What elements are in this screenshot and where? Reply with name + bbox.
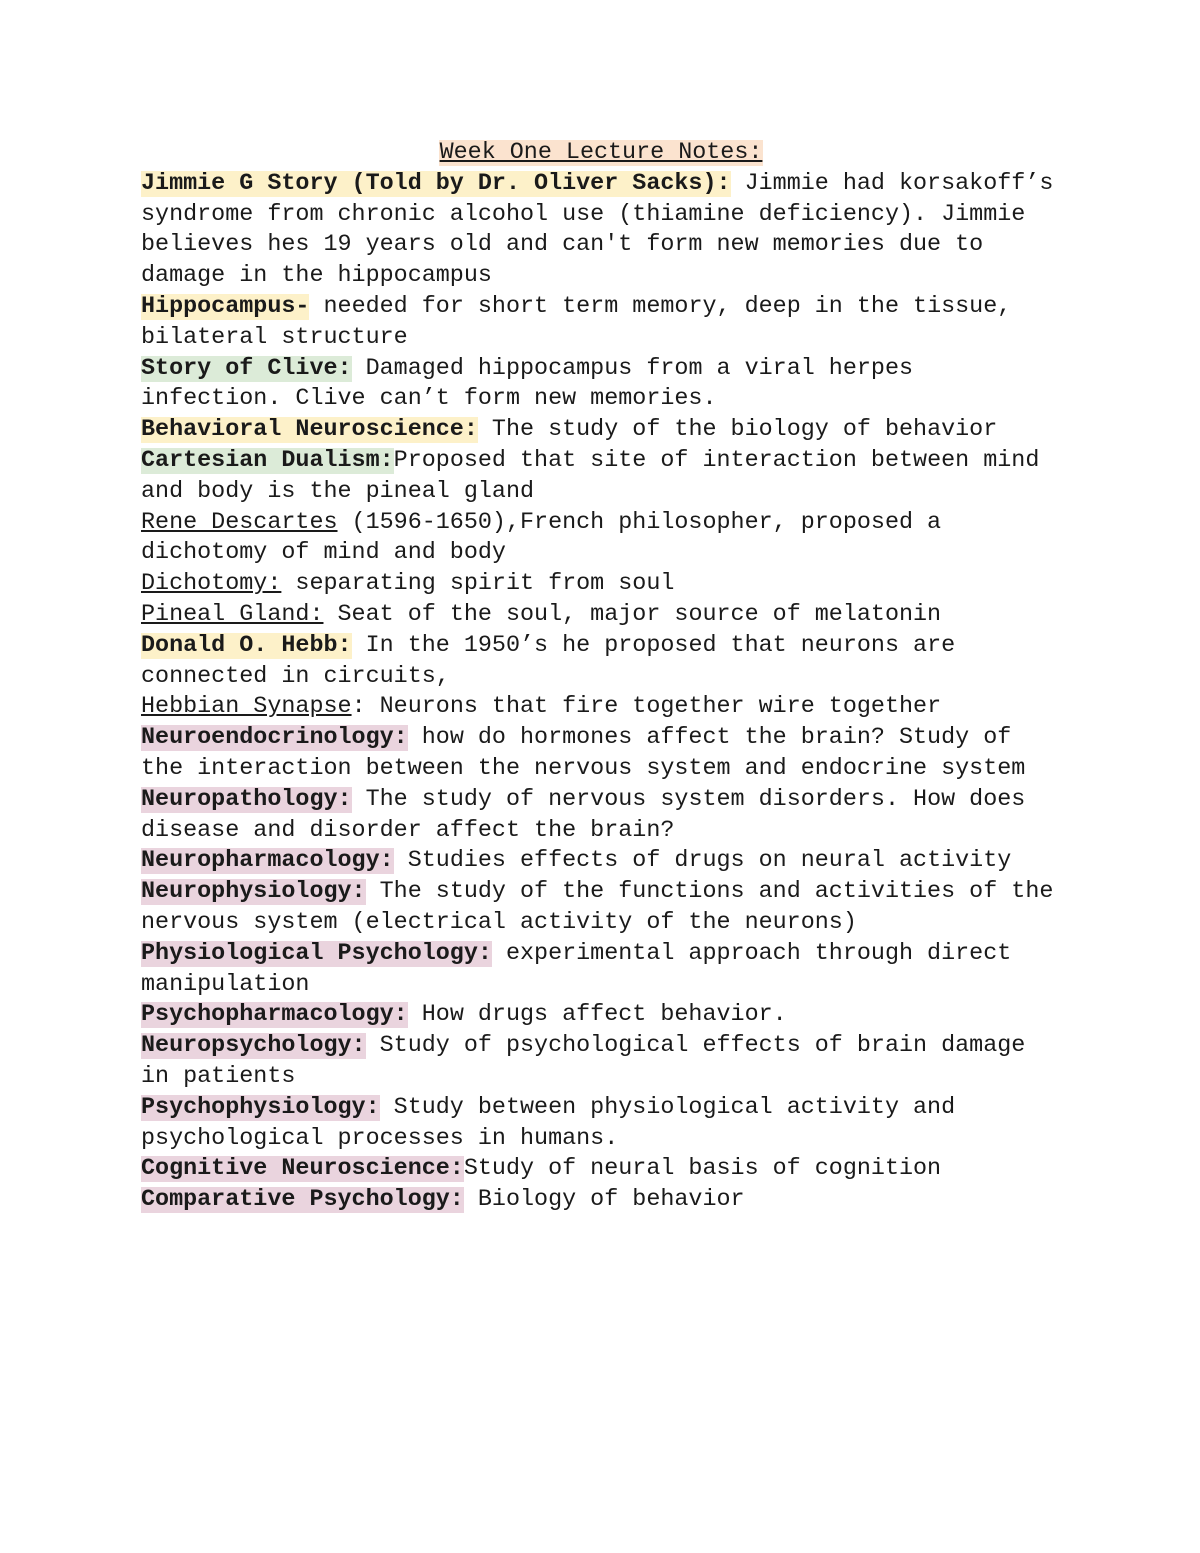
note-term: Neuroendocrinology: bbox=[141, 725, 408, 752]
note-entry bbox=[141, 1185, 1061, 1216]
note-entry bbox=[141, 600, 1061, 631]
notes-list bbox=[141, 169, 1061, 1216]
note-term: Behavioral Neuroscience: bbox=[141, 417, 478, 444]
note-text: how do hormones affect the brain? Study of the interaction between the nervous system and endocrine system bbox=[141, 725, 1026, 782]
note-term: Hebbian Synapse bbox=[141, 694, 352, 721]
note-term: Neurophysiology: bbox=[141, 879, 366, 906]
note-entry bbox=[141, 1154, 1061, 1185]
note-term: Rene Descartes bbox=[141, 509, 338, 536]
note-term: Story of Clive: bbox=[141, 355, 352, 382]
note-entry bbox=[141, 415, 1061, 446]
note-text: (1596-1650),French philosopher, proposed a dichotomy of mind and body bbox=[141, 509, 942, 567]
note-text: Proposed that site of interaction between mind and body is the pineal gland bbox=[141, 447, 1040, 505]
note-entry bbox=[141, 1031, 1061, 1093]
note-term: Hippocampus- bbox=[141, 293, 310, 320]
note-text: The study of the functions and activities of the nervous system (electrical activity of the neurons) bbox=[141, 879, 1054, 936]
note-term: Cognitive Neuroscience: bbox=[141, 1156, 464, 1183]
note-text: Seat of the soul, major source of melatonin bbox=[323, 601, 942, 628]
note-text: How drugs affect behavior. bbox=[407, 1002, 787, 1029]
note-text: Study of psychological effects of brain damage in patients bbox=[141, 1033, 1026, 1090]
page-title: Week One Lecture Notes: bbox=[439, 140, 763, 166]
note-text: Study of neural basis of cognition bbox=[463, 1156, 942, 1183]
note-text: separating spirit from soul bbox=[281, 571, 675, 598]
note-term: Neuropsychology: bbox=[141, 1033, 366, 1060]
note-text: needed for short term memory, deep in the tissue, bilateral structure bbox=[141, 293, 1012, 351]
note-entry bbox=[141, 446, 1061, 508]
note-term: Cartesian Dualism: bbox=[141, 447, 394, 474]
note-text: Study between physiological activity and psychological processes in humans. bbox=[141, 1094, 956, 1152]
note-entry bbox=[141, 1093, 1061, 1155]
note-text: Studies effects of drugs on neural activity bbox=[393, 848, 1012, 875]
note-term: Dichotomy: bbox=[141, 571, 282, 598]
note-entry bbox=[141, 723, 1061, 785]
note-entry bbox=[141, 939, 1061, 1001]
note-term: Comparative Psychology: bbox=[141, 1187, 464, 1214]
note-text: In the 1950’s he proposed that neurons are connected in circuits, bbox=[141, 632, 956, 690]
note-entry bbox=[141, 785, 1061, 847]
note-text: : Neurons that fire together wire together bbox=[351, 694, 942, 721]
note-term: Neuropharmacology: bbox=[141, 848, 394, 875]
note-entry bbox=[141, 508, 1061, 570]
note-term: Psychophysiology: bbox=[141, 1094, 380, 1121]
document-page bbox=[141, 138, 1061, 1216]
note-term: Psychopharmacology: bbox=[141, 1002, 408, 1029]
note-entry bbox=[141, 1000, 1061, 1031]
note-text: The study of the biology of behavior bbox=[477, 417, 998, 444]
note-entry bbox=[141, 569, 1061, 600]
title-line bbox=[141, 138, 1061, 169]
note-term: Jimmie G Story (Told by Dr. Oliver Sacks): bbox=[141, 170, 731, 197]
note-text: Jimmie had korsakoff’s syndrome from chronic alcohol use (thiamine deficiency). Jimmie believes hes 19 years old and can't form new memories due to damage in the hippocampus bbox=[141, 170, 1054, 290]
note-entry bbox=[141, 292, 1061, 354]
note-entry bbox=[141, 631, 1061, 693]
note-text: Damaged hippocampus from a viral herpes infection. Clive can’t form new memories. bbox=[141, 355, 914, 413]
note-term: Physiological Psychology: bbox=[141, 940, 492, 967]
note-entry bbox=[141, 354, 1061, 416]
note-entry bbox=[141, 877, 1061, 939]
note-text: The study of nervous system disorders. How does disease and disorder affect the brain? bbox=[141, 786, 1026, 844]
note-text: experimental approach through direct manipulation bbox=[141, 940, 1012, 998]
note-term: Pineal Gland: bbox=[141, 601, 324, 628]
note-entry bbox=[141, 169, 1061, 292]
note-term: Donald O. Hebb: bbox=[141, 632, 352, 659]
note-term: Neuropathology: bbox=[141, 786, 352, 813]
note-entry bbox=[141, 846, 1061, 877]
note-entry bbox=[141, 692, 1061, 723]
note-text: Biology of behavior bbox=[463, 1187, 745, 1214]
